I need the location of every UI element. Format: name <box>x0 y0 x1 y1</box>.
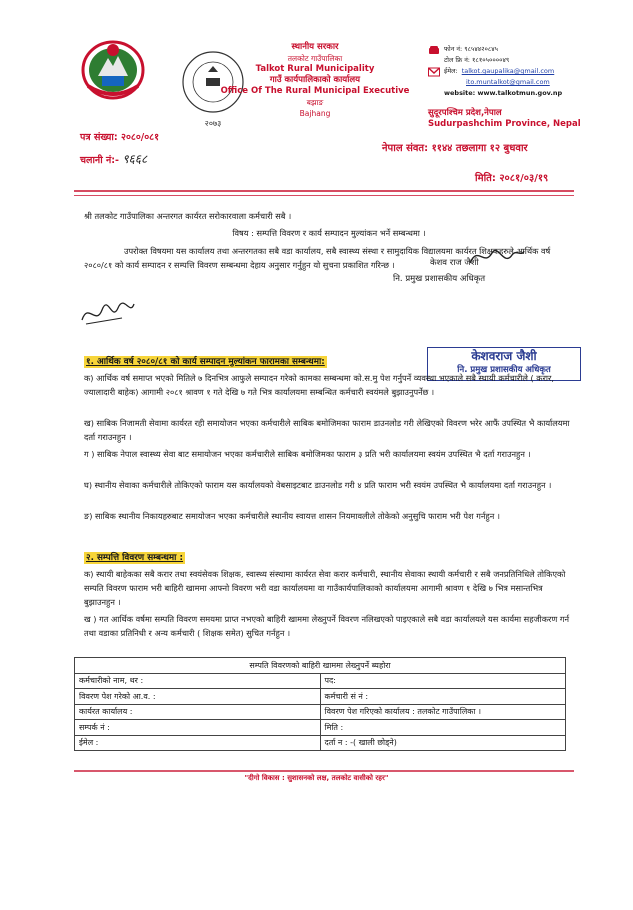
municipality-name-np: तलकोट गाउँपालिका <box>287 54 343 63</box>
left-signature-icon <box>78 296 138 330</box>
table-cell: सम्पर्क नं : <box>75 720 321 736</box>
municipality-name-en: Talkot Rural Municipality <box>255 64 375 74</box>
website-text: website: www.talkotmun.gov.np <box>444 89 563 97</box>
table-cell: ईमेल : <box>75 735 321 751</box>
tollfree-number: टोल फ्रि नं: १८१०५००००४९ <box>444 56 510 64</box>
table-cell: मिति : <box>320 720 566 736</box>
signer-name: केशव राज जैशी <box>430 258 479 268</box>
section2-item-kha: ख ) गत आर्थिक वर्षमा सम्पति विवरण समयमा प्राप्त नभएको बाहिरी खाममा लेख्नुपर्ने विवरण नलिखएको पाइएकाले सबै वडा कार्यालयले यस कार्यमा सहजीकरण गर्न तथा वडाका प्रतिनिधी र अन्य कर्मचारी ( शिक्षक समेत) सुचित गर्नहुन । <box>84 614 570 638</box>
table-row <box>75 689 566 705</box>
table-title: सम्पति विवरणको बाहिरी खाममा लेख्नुपर्ने ब्यहोरा <box>75 658 566 674</box>
table-cell: विवरण पेश गरिएको कार्यालय : तलकोट गाउँपालिका । <box>320 704 566 720</box>
table-cell: दर्ता न : -( खाली छोड्ने) <box>320 735 566 751</box>
seal-year: २०७३ <box>204 119 222 128</box>
table-cell: कर्मचारीको नाम, थर : <box>75 673 321 689</box>
section1-heading: १. आर्थिक वर्ष २०८०/८१ को कार्य सम्पादन मुल्यांकन फारामका सम्बन्धमा: <box>86 357 325 367</box>
subject-line: विषय : सम्पत्ति विवरण र कार्य सम्पादन मुल्यांकन भर्ने सम्बन्धमा । <box>232 228 426 238</box>
email-label: ईमेल: <box>444 67 458 75</box>
district-np: बझाङ <box>306 98 324 107</box>
nepal-sambat-date: नेपाल संवत: ११४४ तछलागा १२ बुधवार <box>382 143 528 154</box>
section1-item-ka: क) आर्थिक वर्ष समाप्त भएको मितिले ७ दिनभित्र आफुले सम्पादन गरेको कामका सम्बन्धमा को.स.मु पेश गर्नुपर्ने व्यवस्था भएकाले सबै स्थायी कर्मचारीले ( करार, ज्यालादारी बाहेक) आगामी २०८१ श्रावण १ गते देखि ७ गते भित्र कार्यालयमा सम्बन्धित कर्मचारी स्वयंमले बुझाउनुपर्नेछ । <box>84 373 555 397</box>
table-cell: पद: <box>320 673 566 689</box>
stamp-name: केशवराज जैशी <box>471 349 537 363</box>
table-row <box>75 673 566 689</box>
header-divider <box>74 190 574 192</box>
section2-item-ka: क) स्थायी बाहेकका सबै करार तथा स्वयंसेवक शिक्षक, स्वास्थ्य संस्थामा कार्यरत सेवा करार कर्मचारी, स्थानीय सेवाका स्थायी कर्मचारी र सबै जनप्रतिनिधिले तोकिएको सम्पति विवरण फाराम भरी बाहिरी खाममा आफ्नो विवरण भरी वडा कार्यालयमा वा गाउँकार्यपालिकाको कार्यालयमा आगामी श्रावण १ देखि ७ भित्र मसान्तभित्र बुझाउनहुन । <box>84 569 566 607</box>
section1-item-ga: ग ) साबिक नेपाल स्वास्थ्य सेवा बाट समायोजन भएका कर्मचारीले साबिक बमोजिमका फाराम ३ प्रति भरी कार्यालयमा स्वयंम उपस्थित भै दर्ता गराउनहुन । <box>84 449 531 459</box>
province-np: सुदूरपश्चिम प्रदेश,नेपाल <box>428 108 502 118</box>
province-en: Sudurpashchim Province, Nepal <box>428 119 581 129</box>
footer-slogan: "दीगो विकास : सुशासनको लक्ष, तलकोट वासीको रहर" <box>244 774 389 782</box>
letter-date: मिति: २०८१/०३/१९ <box>475 173 549 184</box>
district-en: Bajhang <box>299 109 331 118</box>
section1-item-nga: ङ) साबिक स्थानीय निकायहरुबाट समायोजन भएका कर्मचारीले स्थानीय स्वायत्त शासन नियमावलीले तोकेको अनुसुचि फाराम भरी पेश गर्नहुन । <box>84 511 500 521</box>
header-divider-thin <box>74 195 574 196</box>
local-gov-label: स्थानीय सरकार <box>291 42 339 52</box>
gmail-icon <box>428 67 440 77</box>
section1-item-kha: ख) साबिक निजामती सेवामा कार्यरत रही समायोजन भएका कर्मचारीले साबिक बमोजिमका फाराम डाउनलोड गरी लेखिएको विवरण भरेर आफैं उपस्थित भै कार्यालयमा दर्ता गराउनहुन । <box>84 418 570 442</box>
table-cell: कर्मचारी सं नं : <box>320 689 566 705</box>
contact-block <box>428 44 608 99</box>
intro-paragraph: उपरोक्त विषयमा यस कार्यालय तथा अन्तरगतका सबै वडा कार्यालय, सबै स्वास्थ्य संस्था र सामुदायिक विद्यालयमा कार्यरत शिक्षकहरुले आर्थिक वर्ष २०८०/८१ को कार्य सम्पादन र सम्पत्ति विवरण सम्बन्धमा देहाय अनुसार गर्नुहुन यो सुचना प्रकाशित गरिन्छ । <box>84 246 551 270</box>
signer-designation: नि. प्रमुख प्रशासकीय अधिकृत <box>393 274 486 284</box>
addressee: श्री तलकोट गाउँपालिका अन्तरगत कार्यरत सरोकारवाला कर्मचारी सबै । <box>84 211 292 221</box>
footer-divider <box>74 770 574 772</box>
chalani-value: ९६६८ <box>122 152 148 166</box>
office-name-en: Office Of The Rural Municipal Executive <box>220 86 410 96</box>
email-link-2[interactable]: ito.muntalkot@gmail.com <box>466 78 550 86</box>
table-cell: विवरण पेश गरेको आ.व. : <box>75 689 321 705</box>
office-header <box>210 42 420 119</box>
nepal-emblem-icon <box>80 36 146 102</box>
phone-icon <box>428 45 440 55</box>
patra-sankhya: पत्र संख्या: २०८०/०८१ <box>80 132 160 143</box>
table-row <box>75 735 566 751</box>
table-row <box>75 704 566 720</box>
section2-heading: २. सम्पत्ति विवरण सम्बन्धमा : <box>86 553 184 563</box>
chalani-number <box>80 150 147 167</box>
envelope-details-table <box>74 657 566 751</box>
office-name-np: गाउँ कार्यपालिकाको कार्यालय <box>269 75 361 85</box>
province-block <box>428 108 581 130</box>
table-cell: कार्यरत कार्यालय : <box>75 704 321 720</box>
table-row <box>75 720 566 736</box>
phone-number: फोन नं: ९८५४४२०८४५ <box>444 45 499 53</box>
chalani-label: चलानी नं:- <box>80 155 119 166</box>
email-link-1[interactable]: talkot.gaupalika@gmail.com <box>461 67 555 75</box>
stamp-designation: नि. प्रमुख प्रशासकीय अधिकृत <box>457 365 551 375</box>
section1-item-gha: घ) स्थानीय सेवाका कर्मचारीले तोकिएको फाराम यस कार्यालयको वेबसाइटबाट डाउनलोड गरी ४ प्रति फाराम भरी स्वयंम उपस्थित भै कार्यालयमा दर्ता गराउनहुन । <box>84 480 552 490</box>
